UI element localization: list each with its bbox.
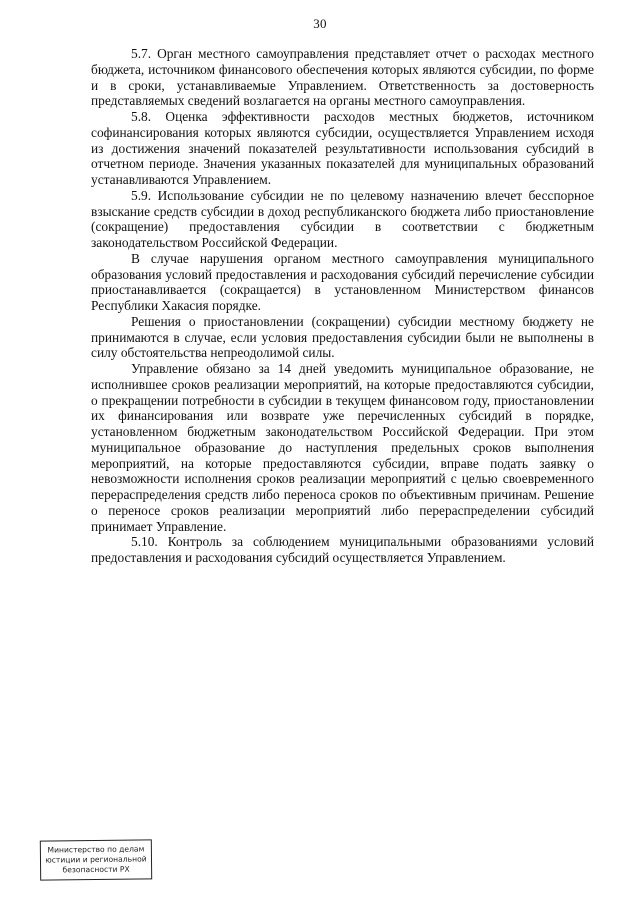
ministry-stamp <box>40 839 152 880</box>
page-number: 30 <box>313 16 327 31</box>
stamp-line-1: Министерство по делам <box>47 844 145 855</box>
stamp-line-2: юстиции и региональной <box>45 854 147 865</box>
paragraph-5-9: 5.9. Использование субсидии не по целевому назначению влечет бесспорное взыскание средств субсидии в доход республиканского бюджета либо приостановление (сокращение) предоставления субсидии в соответствии с бюджетным законодательством Российской Федерации. <box>91 187 594 250</box>
paragraph-notification: Управление обязано за 14 дней уведомить муниципальное образование, не исполнившее сроков реализации мероприятий, на которые предоставляются субсидии, о прекращении потребности в субсидии в текущем финансовом году, приостановлении их финансирования или возврате уже перечисленных субсидий в порядке, установленном бюджетным законодательством Российской Федерации. При этом муниципальное образование до наступления предельных сроков выполнения мероприятий, на которые предоставляются субсидии, вправе подать заявку о невозможности исполнения сроков реализации мероприятий с целью своевременного перераспределения средств либо переноса сроков по объективным причинам. Решение о переносе сроков реализации мероприятий либо перераспределении субсидий принимает Управление. <box>91 361 594 534</box>
paragraph-5-7: 5.7. Орган местного самоуправления представляет отчет о расходах местного бюджета, источником финансового обеспечения которых являются субсидии, по форме и в сроки, устанавливаемые Управлением. Ответственность за достоверность представляемых сведений возлагается на органы местного самоуправления. <box>91 46 594 109</box>
paragraph-5-8: 5.8. Оценка эффективности расходов местных бюджетов, источником софинансирования которых являются субсидии, осуществляется Управлением исходя из достижения значений показателей результативности использования субсидий в отчетном периоде. Значения указанных показателей для муниципальных образований устанавливаются Управлением. <box>91 109 594 187</box>
document-body <box>91 46 594 566</box>
paragraph-5-10: 5.10. Контроль за соблюдением муниципальными образованиями условий предоставления и расходования субсидий осуществляется Управлением. <box>91 534 594 565</box>
paragraph-violation: В случае нарушения органом местного самоуправления муниципального образования условий предоставления и расходования субсидий перечисление субсидии приостанавливается (сокращается) в установленном Министерством финансов Республики Хакасия порядке. <box>91 250 594 313</box>
stamp-line-3: безопасности РХ <box>62 864 130 875</box>
paragraph-suspension-decision: Решения о приостановлении (сокращении) субсидии местному бюджету не принимаются в случае, если условия предоставления субсидии были не выполнены в силу обстоятельства непреодолимой силы. <box>91 313 594 361</box>
